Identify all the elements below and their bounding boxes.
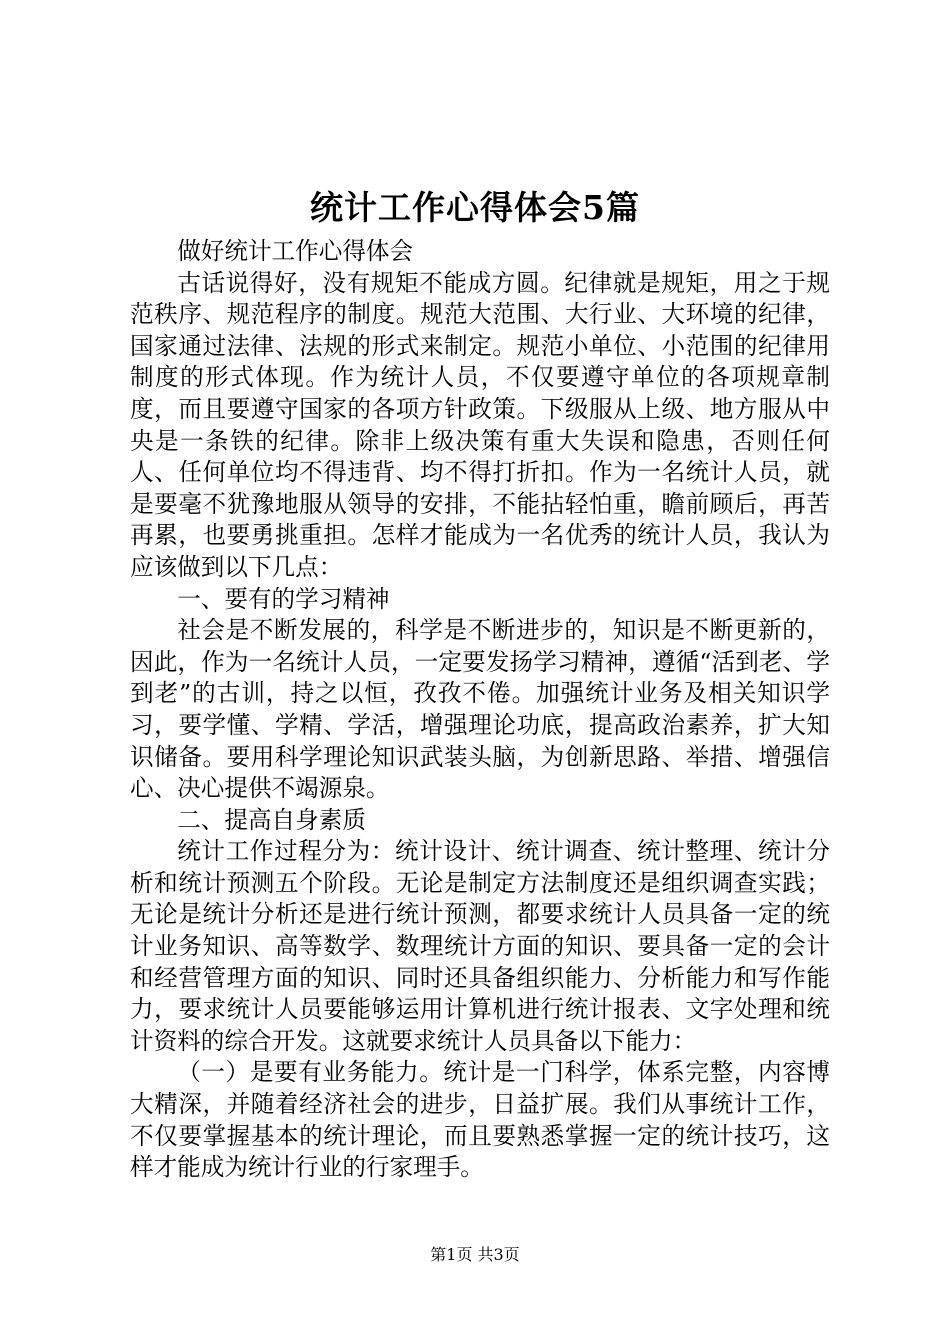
section-heading-2: 二、提高自身素质: [177, 805, 366, 834]
section-heading-1: 一、要有的学习精神: [177, 584, 390, 613]
document-title: 统计工作心得体会5篇: [310, 188, 640, 227]
paragraph-subtitle: 做好统计工作心得体会: [177, 237, 414, 265]
paragraph-business-ability: （一）是要有业务能力。统计是一门科学，体系完整，内容博大精深，并随着经济社会的进步，日益扩展。我们从事统计工作，不仅要掌握基本的统计理论，而且要熟悉掌握一定的统计技巧，这样才能成为统计行业的行家理手。: [130, 1058, 830, 1182]
page-footer: 第1页 共3页: [430, 1245, 520, 1264]
document-body: [130, 236, 830, 1184]
paragraph-learning: 社会是不断发展的，科学是不断进步的，知识是不断更新的，因此，作为一名统计人员，一定要发扬学习精神，遵循“活到老、学到老”的古训，持之以恒，孜孜不倦。加强统计业务及相关知识学习，要学懂、学精、学活，增强理论功底，提高政治素养，扩大知识储备。要用科学理论知识武装头脑，为创新思路、举措、增强信心、决心提供不竭源泉。: [130, 616, 830, 803]
paragraph-quality: 统计工作过程分为：统计设计、统计调查、统计整理、统计分析和统计预测五个阶段。无论是制定方法制度还是组织调查实践；无论是统计分析还是进行统计预测，都要求统计人员具备一定的统计业务知识、高等数学、数理统计方面的知识、要具备一定的会计和经营管理方面的知识、同时还具备组织能力、分析能力和写作能力，要求统计人员要能够运用计算机进行统计报表、文字处理和统计资料的综合开发。这就要求统计人员具备以下能力：: [130, 837, 830, 1055]
paragraph-intro: 古话说得好，没有规矩不能成方圆。纪律就是规矩，用之于规范秩序、规范程序的制度。规范大范围、大行业、大环境的纪律，国家通过法律、法规的形式来制定。规范小单位、小范围的纪律用制度的形式体现。作为统计人员，不仅要遵守单位的各项规章制度，而且要遵守国家的各项方针政策。下级服从上级、地方服从中央是一条铁的纪律。除非上级决策有重大失误和隐患，否则任何人、任何单位均不得违背、均不得打折扣。作为一名统计人员，就是要毫不犹豫地服从领导的安排，不能拈轻怕重，瞻前顾后，再苦再累，也要勇挑重担。怎样才能成为一名优秀的统计人员，我认为应该做到以下几点：: [130, 268, 830, 581]
